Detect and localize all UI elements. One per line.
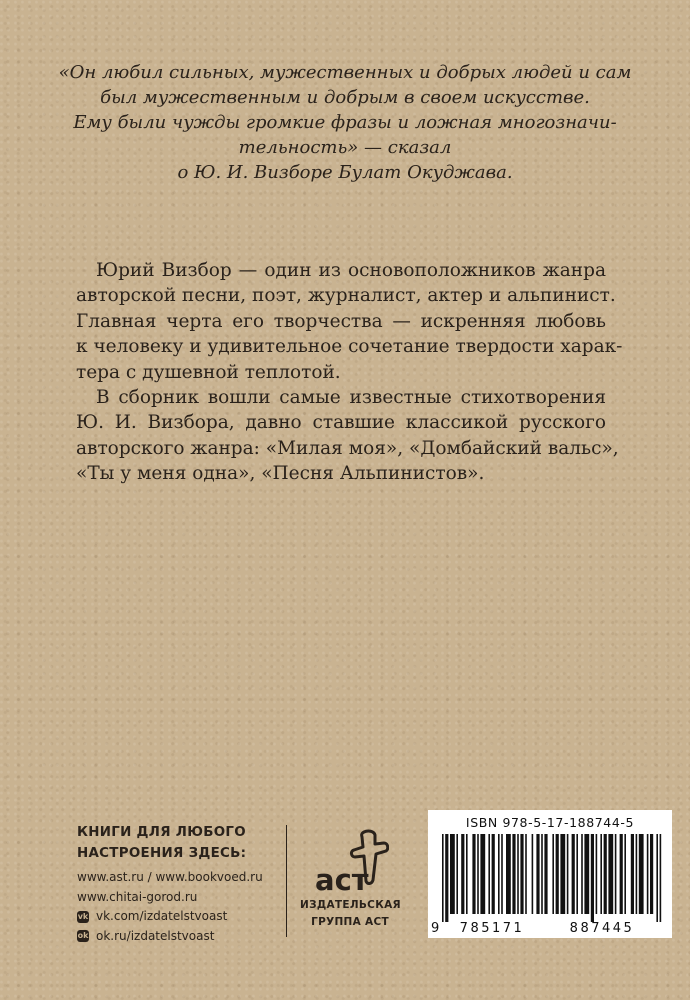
barcode-bar <box>576 834 578 914</box>
barcode-bar <box>544 834 547 914</box>
barcode-bar <box>536 834 539 914</box>
promo-tagline: НАСТРОЕНИЯ ЗДЕСЬ: <box>77 846 247 861</box>
barcode-bar <box>525 834 527 914</box>
link-vk-text: vk.com/izdatelstvoast <box>96 909 228 923</box>
barcode-bar <box>639 834 644 914</box>
barcode-bar <box>472 834 475 914</box>
description-line: В сборник вошли самые известные стихотворения <box>96 387 606 409</box>
promo-block <box>77 822 277 946</box>
publisher-block <box>300 828 400 930</box>
barcode-bar <box>631 834 634 914</box>
barcode-bar <box>560 834 565 914</box>
publisher-name: ГРУППА АСТ <box>311 916 389 928</box>
description-line: Главная черта его творчества — искренняя любовь <box>76 310 606 332</box>
barcode-bar <box>520 834 523 914</box>
barcode-bar <box>445 834 448 922</box>
barcode-bar <box>480 834 485 914</box>
barcode-bar <box>584 834 589 914</box>
barcode-bar <box>488 834 490 914</box>
link-ok[interactable] <box>77 927 277 947</box>
description-line: Ю. И. Визбора, давно ставшие классикой русского <box>76 412 606 434</box>
description-line: тера с душевной теплотой. <box>76 361 341 383</box>
description-line: Юрий Визбор — один из основоположников жанра <box>96 260 606 281</box>
barcode-bar <box>581 834 583 914</box>
barcode-bar <box>461 834 464 914</box>
quote-block <box>40 60 650 185</box>
ast-logo-text: аст <box>315 863 369 896</box>
description-line: к человеку и удивительное сочетание твердости харак- <box>76 336 623 358</box>
description-line: «Ты у меня одна», «Песня Альпинистов». <box>76 463 485 485</box>
barcode-bar <box>650 834 653 914</box>
barcode-bar <box>620 834 623 914</box>
barcode-bar <box>604 834 607 914</box>
quote-line: тельность» — сказал <box>238 137 452 158</box>
barcode-bar <box>591 834 594 922</box>
barcode-bar <box>517 834 519 914</box>
barcode-bar <box>596 834 598 914</box>
barcode-bar <box>492 834 495 914</box>
odnoklassniki-icon: ok <box>77 931 89 941</box>
quote-line: Ему были чужды громкие фразы и ложная многозначи- <box>73 112 617 133</box>
barcode-bar <box>506 834 511 914</box>
quote-line: был мужественным и добрым в своем искусстве. <box>100 87 590 108</box>
description-line: авторского жанра: «Милая моя», «Домбайский вальс», <box>76 437 619 459</box>
barcode-bar <box>600 834 602 914</box>
quote-line: о Ю. И. Визборе Булат Окуджава. <box>177 162 513 183</box>
barcode-bar <box>532 834 534 914</box>
divider <box>286 825 287 937</box>
barcode-bar <box>498 834 500 914</box>
barcode-bar <box>541 834 543 914</box>
barcode <box>428 832 672 936</box>
barcode-bar <box>456 834 458 914</box>
barcode-bar <box>608 834 613 914</box>
barcode-bar <box>572 834 575 914</box>
barcode-bar <box>636 834 638 914</box>
link-chitai-gorod[interactable]: www.chitai-gorod.ru <box>77 889 198 904</box>
ast-logo-icon <box>311 828 389 896</box>
barcode-bar <box>512 834 515 914</box>
description-block <box>76 258 623 487</box>
barcode-bar <box>567 834 569 914</box>
promo-links <box>77 868 277 946</box>
barcode-digits-left: 785171 <box>459 921 525 936</box>
vk-icon: vk <box>77 911 89 921</box>
barcode-bar <box>556 834 559 914</box>
barcode-bar <box>615 834 617 914</box>
barcode-bar <box>442 834 444 922</box>
barcode-bar <box>656 834 658 922</box>
barcode-bar <box>450 834 455 914</box>
barcode-bar <box>624 834 626 914</box>
quote-line: «Он любил сильных, мужественных и добрых людей и сам <box>58 62 632 83</box>
barcode-block <box>428 810 672 938</box>
barcode-bar <box>477 834 479 914</box>
barcode-bar <box>552 834 554 914</box>
barcode-bar <box>501 834 503 914</box>
barcode-digits-right: 887445 <box>569 921 635 936</box>
publisher-name: ИЗДАТЕЛЬСКАЯ <box>300 899 401 911</box>
promo-tagline: КНИГИ ДЛЯ ЛЮБОГО <box>77 825 246 840</box>
barcode-bar <box>466 834 468 914</box>
link-ok-text: ok.ru/izdatelstvoast <box>96 928 215 943</box>
description-line: авторской песни, поэт, журналист, актер и альпинист. <box>76 285 616 307</box>
barcode-bar <box>647 834 649 914</box>
barcode-bar <box>660 834 662 922</box>
link-vk[interactable] <box>77 907 277 927</box>
isbn-label: ISBN 978-5-17-188744-5 <box>465 815 635 830</box>
link-ast-bookvoed[interactable]: www.ast.ru / www.bookvoed.ru <box>77 870 263 884</box>
barcode-digit-first: 9 <box>431 921 440 936</box>
